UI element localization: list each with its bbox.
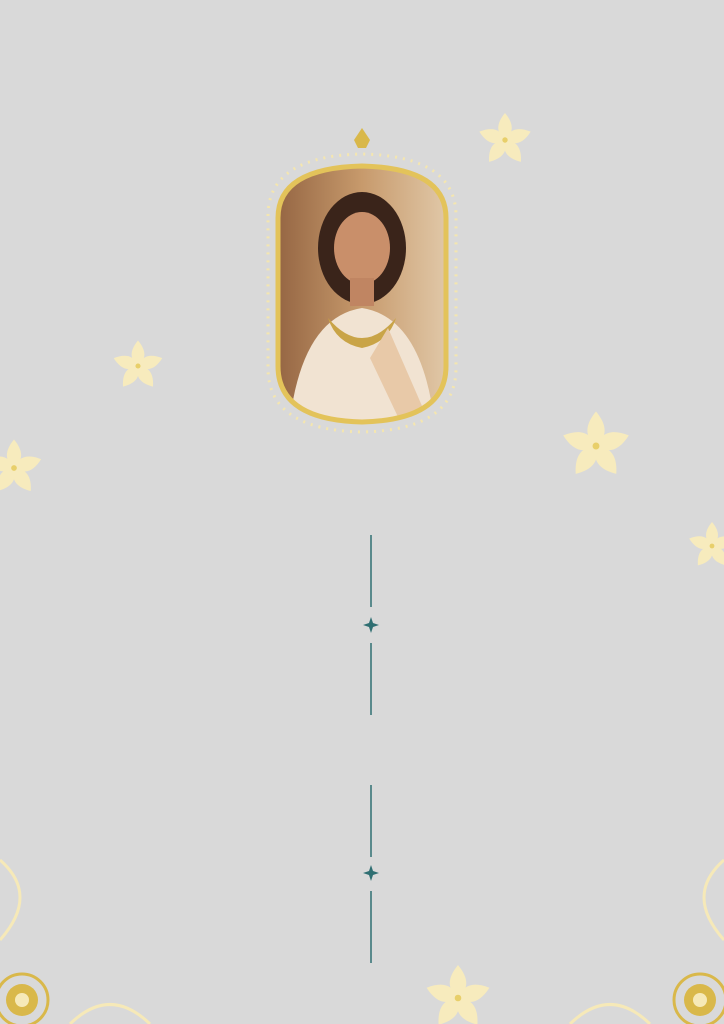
portrait-frame <box>258 128 466 438</box>
center-divider-top <box>362 535 380 715</box>
portrait-photo <box>258 128 466 438</box>
center-divider-bottom <box>362 785 380 965</box>
